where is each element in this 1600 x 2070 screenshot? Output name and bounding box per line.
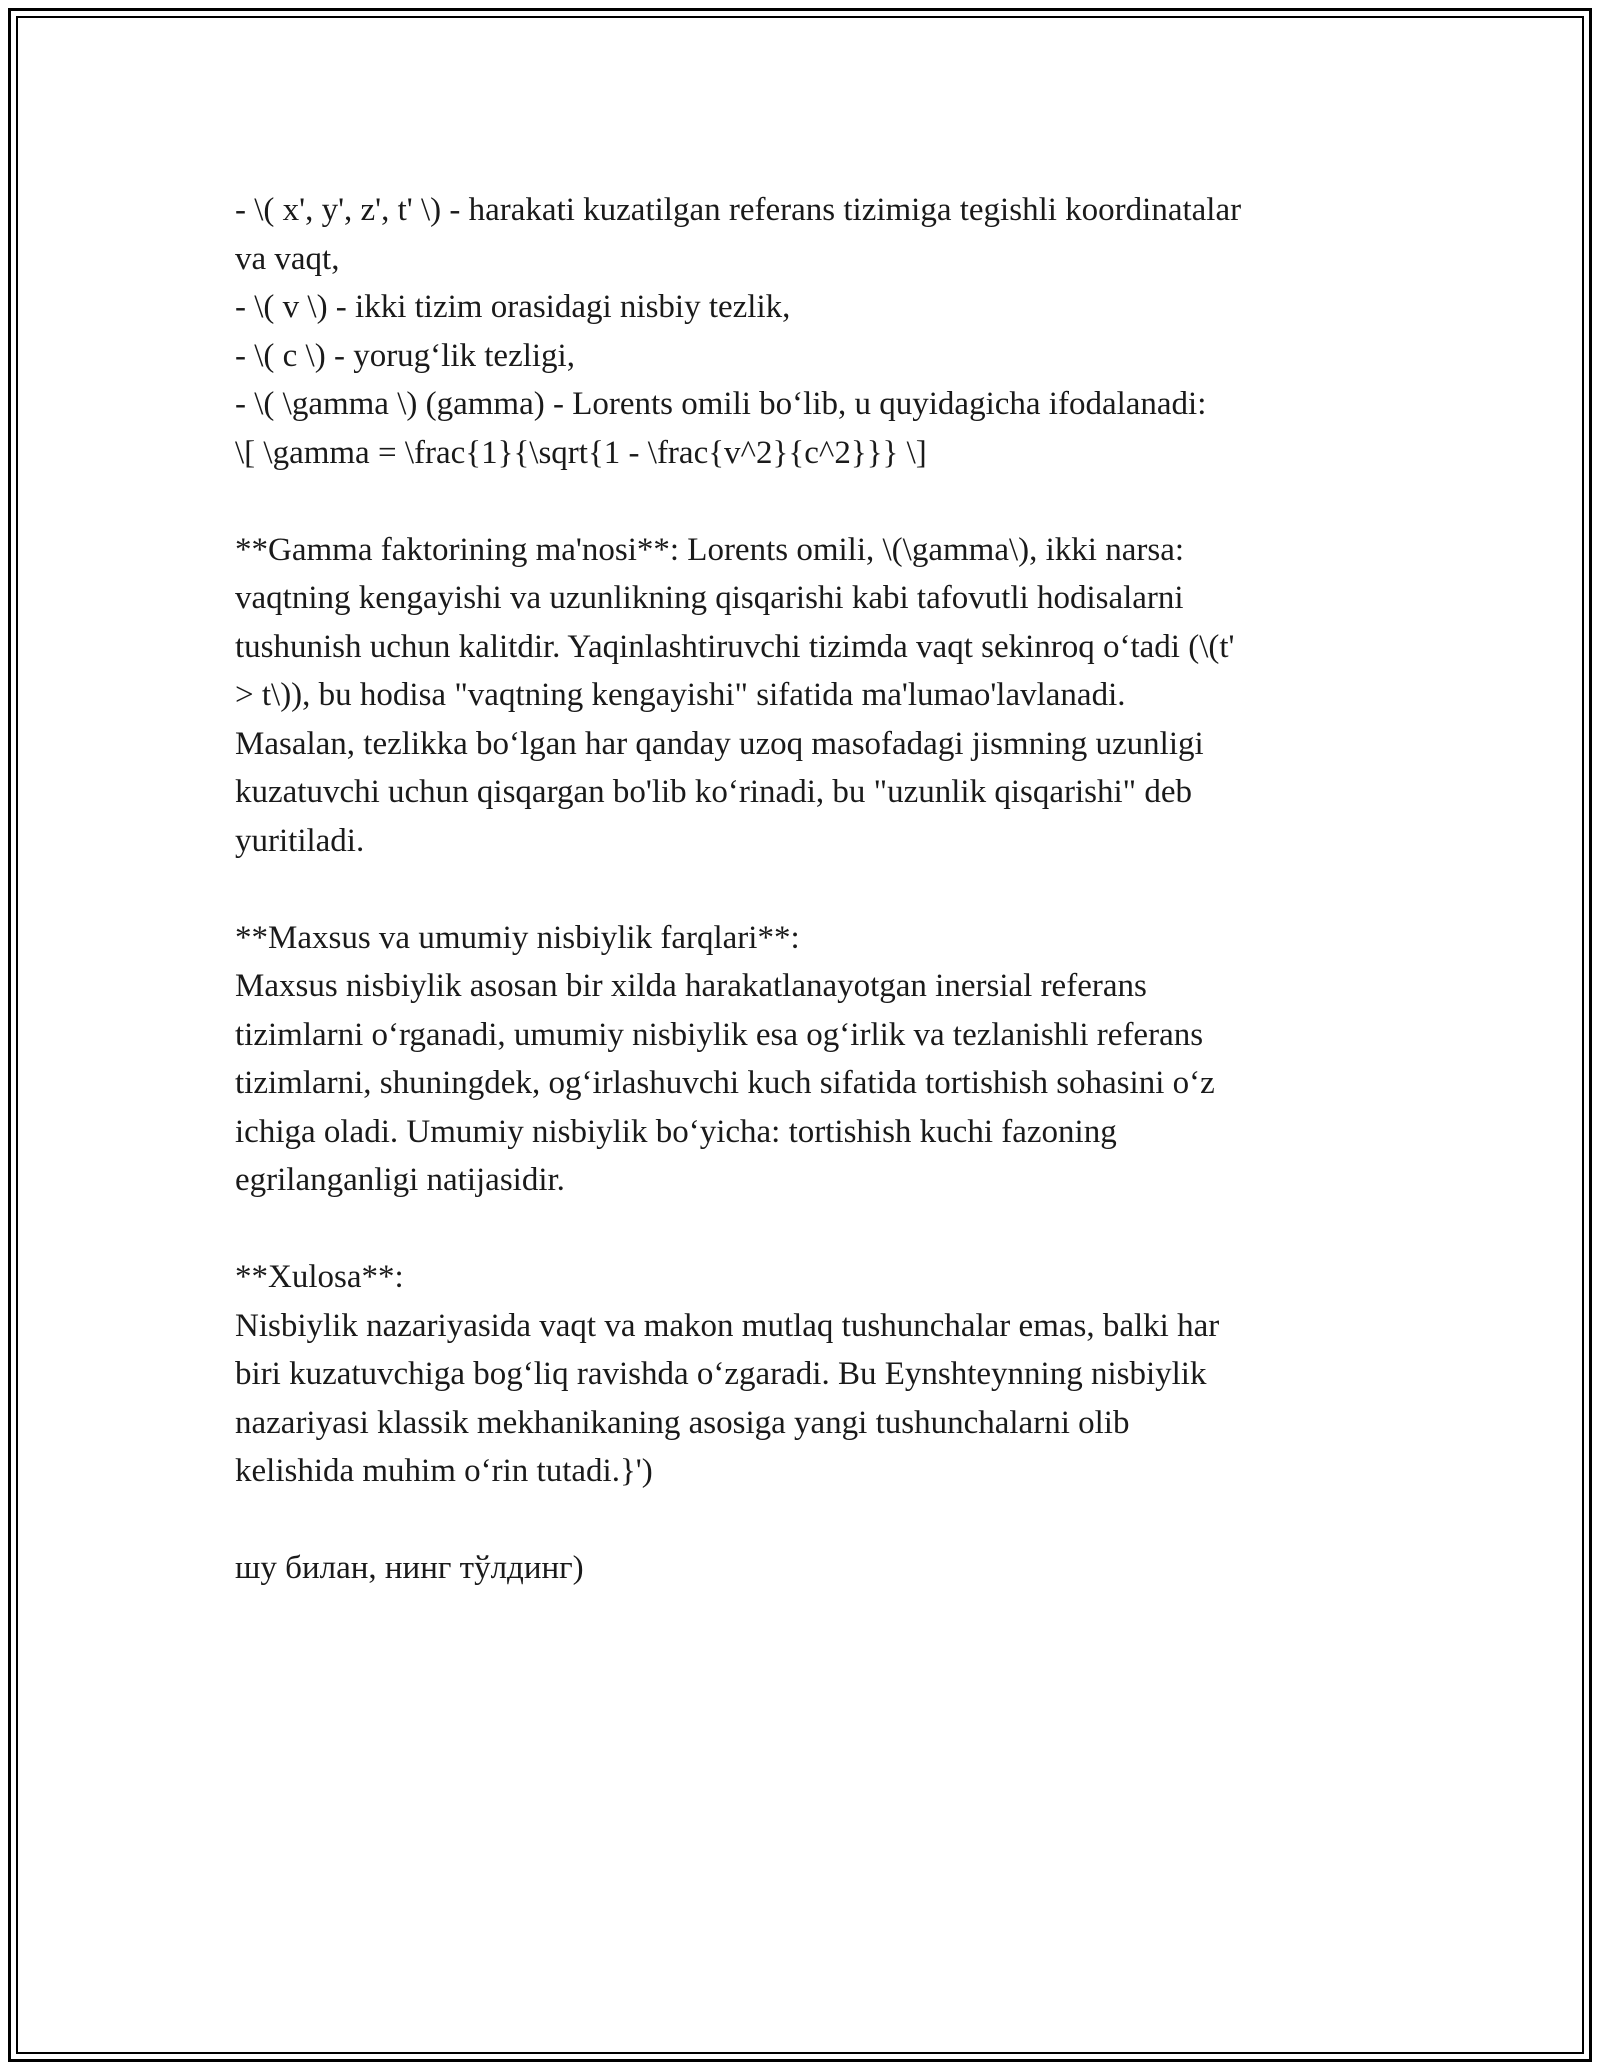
text-line: - \( v \) - ikki tizim orasidagi nisbiy tezlik, — [235, 289, 791, 325]
section-heading: **Xulosa**: — [235, 1259, 404, 1295]
text-line: biri kuzatuvchiga bog‘liq ravishda o‘zgaradi. Bu Eynshteynning nisbiylik — [235, 1356, 1207, 1392]
text-line: - \( c \) - yorug‘lik tezligi, — [235, 337, 575, 374]
variable-definitions — [235, 186, 1395, 477]
text-line: yuritiladi. — [235, 822, 365, 859]
text-line: > t\)), bu hodisa "vaqtning kengayishi" sifatida ma'lumao'lavlanadi. — [235, 677, 1126, 713]
text-line: Nisbiylik nazariyasida vaqt va makon mutlaq tushunchalar emas, balki har — [235, 1307, 1220, 1344]
text-line: tizimlarni, shuningdek, og‘irlashuvchi kuch sifatida tortishish sohasini o‘z — [235, 1065, 1215, 1101]
section-heading: **Maxsus va umumiy nisbiylik farqlari**: — [235, 919, 800, 956]
text-line: vaqtning kengayishi va uzunlikning qisqarishi kabi tafovutli hodisalarni — [235, 580, 1184, 616]
paragraph-spacer — [235, 865, 1395, 914]
paragraph-spacer — [235, 1496, 1395, 1545]
text-line: va vaqt, — [235, 240, 340, 277]
text-line: ichiga oladi. Umumiy nisbiylik bo‘yicha: tortishish kuchi fazoning — [235, 1113, 1117, 1150]
final-line: шу билан, нинг тўлдинг) — [235, 1550, 584, 1586]
text-line: Maxsus nisbiylik asosan bir xilda harakatlanayotgan inersial referans — [235, 968, 1147, 1004]
text-line: tushunish uchun kalitdir. Yaqinlashtiruvchi tizimda vaqt sekinroq o‘tadi (\(t' — [235, 628, 1235, 665]
text-line: - \( x', y', z', t' \) - harakati kuzatilgan referans tizimiga tegishli koordinatalar — [235, 192, 1242, 228]
text-line: tizimlarni o‘rganadi, umumiy nisbiylik esa og‘irlik va tezlanishli referans — [235, 1016, 1204, 1053]
conclusion-paragraph — [235, 1253, 1395, 1496]
text-line: kuzatuvchi uchun qisqargan bo'lib ko‘rinadi, bu "uzunlik qisqarishi" deb — [235, 774, 1193, 810]
paragraph-spacer — [235, 477, 1395, 526]
relativity-differences-paragraph — [235, 914, 1395, 1205]
text-line: Masalan, tezlikka bo‘lgan har qanday uzoq masofadagi jismning uzunligi — [235, 725, 1204, 762]
text-line: - \( \gamma \) (gamma) - Lorents omili bo‘lib, u quyidagicha ifodalanadi: — [235, 386, 1207, 422]
text-line: egrilanganligi natijasidir. — [235, 1162, 565, 1198]
gamma-factor-paragraph — [235, 526, 1395, 866]
document-body — [235, 186, 1395, 1593]
lorentz-formula: \[ \gamma = \frac{1}{\sqrt{1 - \frac{v^2}{c^2}}} \] — [235, 434, 927, 471]
text-line: **Gamma faktorining ma'nosi**: Lorents omili, \(\gamma\), ikki narsa: — [235, 531, 1185, 568]
text-line: kelishida muhim o‘rin tutadi.}') — [235, 1453, 653, 1489]
paragraph-spacer — [235, 1205, 1395, 1254]
text-line: nazariyasi klassik mekhanikaning asosiga yangi tushunchalarni olib — [235, 1404, 1130, 1441]
